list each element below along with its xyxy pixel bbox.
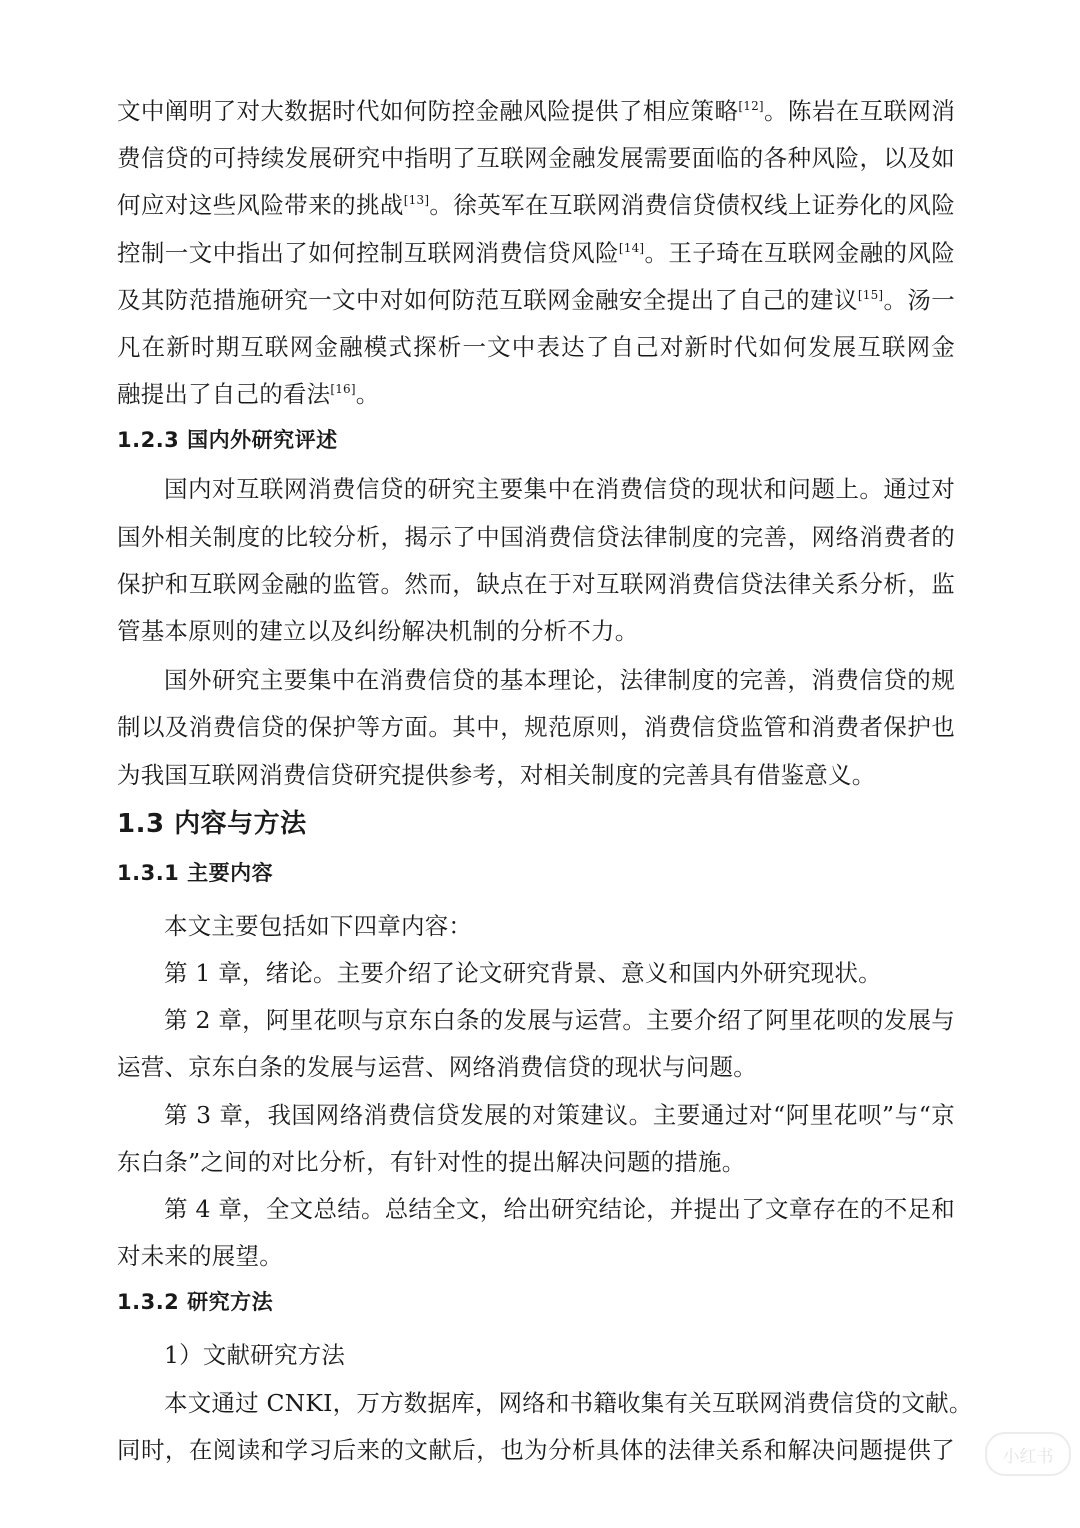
text-line: 何应对这些风险带来的挑战[13]。徐英军在互联网消费信贷债权线上证券化的风险	[117, 191, 956, 220]
paragraph-chapter-1	[117, 950, 955, 997]
section-heading-1-3: 1.3 内容与方法	[117, 808, 307, 839]
paragraph-domestic-review	[117, 466, 955, 655]
paragraph-method-title	[117, 1332, 955, 1379]
watermark-logo: 小红书	[985, 1432, 1071, 1476]
document-page	[117, 88, 973, 1474]
text-line: 文中阐明了对大数据时代如何防控金融风险提供了相应策略[12]。陈岩在互联网消	[117, 97, 956, 125]
text-line: 对未来的展望。	[117, 1242, 283, 1271]
text-line: 本文通过 CNKI，万方数据库，网络和书籍收集有关互联网消费信贷的文献。	[164, 1388, 973, 1417]
paragraph-chapter-3	[117, 1092, 955, 1186]
paragraph-chapter-4	[117, 1186, 955, 1280]
text-line: 保护和互联网金融的监管。然而，缺点在于对互联网消费信贷法律关系分析，监	[117, 569, 955, 598]
text-line: 国内对互联网消费信贷的研究主要集中在消费信贷的现状和问题上。通过对	[164, 475, 955, 504]
paragraph-chapter-2	[117, 997, 955, 1091]
text-line: 第 4 章，全文总结。总结全文，给出研究结论，并提出了文章存在的不足和	[164, 1195, 955, 1224]
text-line: 本文主要包括如下四章内容：	[164, 911, 473, 940]
citation-ref[interactable]: [15]	[857, 287, 884, 302]
text-line: 费信贷的可持续发展研究中指明了互联网金融发展需要面临的各种风险，以及如	[117, 144, 955, 173]
paragraph-literature-method	[117, 1380, 973, 1474]
text-line: 第 2 章，阿里花呗与京东白条的发展与运营。主要介绍了阿里花呗的发展与	[164, 1006, 955, 1035]
section-heading-1-2-3: 1.2.3 国内外研究评述	[117, 428, 338, 453]
text-line: 国外研究主要集中在消费信贷的基本理论，法律制度的完善，消费信贷的规	[164, 666, 955, 695]
citation-ref[interactable]: [16]	[330, 382, 356, 397]
citation-ref[interactable]: [14]	[618, 240, 645, 255]
section-heading-1-3-1: 1.3.1 主要内容	[117, 860, 274, 885]
paragraph-foreign-review	[117, 657, 955, 799]
text-line: 国外相关制度的比较分析，揭示了中国消费信贷法律制度的完善，网络消费者的	[117, 522, 955, 551]
text-line: 制以及消费信贷的保护等方面。其中，规范原则，消费信贷监管和消费者保护也	[117, 713, 955, 742]
text-line: 管基本原则的建立以及纠纷解决机制的分析不力。	[117, 617, 639, 646]
text-line: 控制一文中指出了如何控制互联网消费信贷风险[14]。王子琦在互联网金融的风险	[117, 238, 956, 267]
citation-ref[interactable]: [13]	[403, 193, 430, 208]
paragraph-chapters-intro	[117, 903, 955, 950]
paragraph-literature-review	[117, 88, 955, 418]
text-line: 凡在新时期互联网金融模式探析一文中表达了自己对新时代如何发展互联网金	[117, 333, 955, 362]
text-line: 第 3 章，我国网络消费信贷发展的对策建议。主要通过对“阿里花呗”与“京	[164, 1100, 955, 1129]
text-line: 第 1 章，绪论。主要介绍了论文研究背景、意义和国内外研究现状。	[164, 959, 882, 988]
text-line: 运营、京东白条的发展与运营、网络消费信贷的现状与问题。	[117, 1053, 757, 1082]
text-line: 融提出了自己的看法[16]。	[117, 380, 380, 409]
section-heading-1-3-2: 1.3.2 研究方法	[117, 1290, 274, 1315]
citation-ref[interactable]: [12]	[738, 99, 764, 113]
text-line: 1）文献研究方法	[164, 1341, 346, 1370]
text-line: 东白条”之间的对比分析，有针对性的提出解决问题的措施。	[117, 1147, 746, 1176]
text-line: 为我国互联网消费信贷研究提供参考，对相关制度的完善具有借鉴意义。	[117, 760, 876, 789]
text-line: 同时，在阅读和学习后来的文献后，也为分析具体的法律关系和解决问题提供了	[117, 1435, 955, 1464]
text-line: 及其防范措施研究一文中对如何防范互联网金融安全提出了自己的建议[15]。汤一	[117, 285, 956, 314]
